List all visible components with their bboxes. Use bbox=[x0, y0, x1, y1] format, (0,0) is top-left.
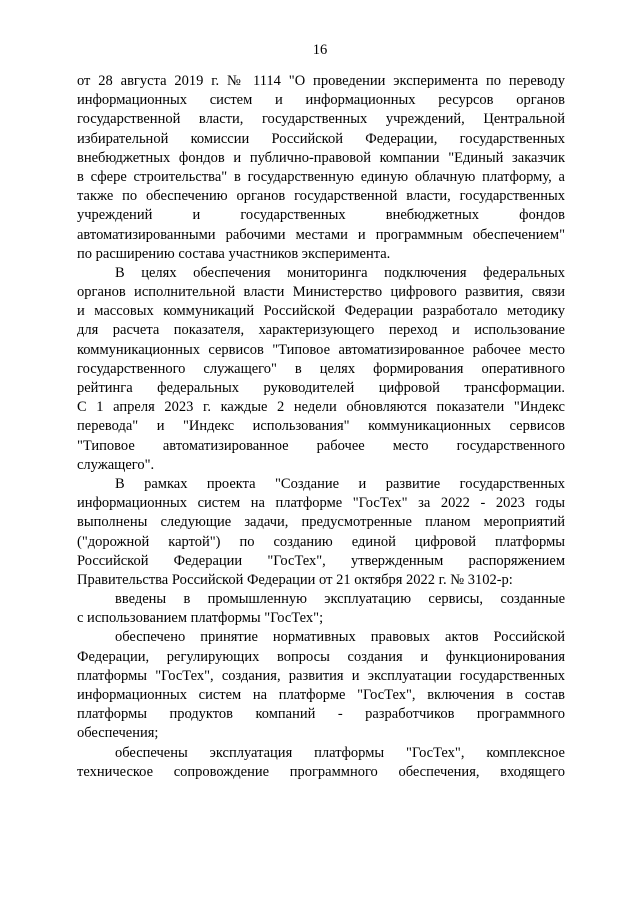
text-line: и массовых коммуникаций Российской Федерации разработало методику bbox=[77, 303, 565, 320]
text-line: "Типовое автоматизированное рабочее место государственного bbox=[77, 437, 565, 454]
text-line: Федерации, регулирующих вопросы создания и функционирования bbox=[77, 648, 565, 665]
text-line: обеспечены эксплуатация платформы "ГосТех", комплексное bbox=[115, 744, 565, 761]
text-line: с использованием платформы "ГосТех"; bbox=[77, 610, 324, 627]
text-line: платформы продуктов компаний - разработчиков программного bbox=[77, 706, 565, 723]
text-line: для расчета показателя, характеризующего переход и использование bbox=[77, 322, 565, 339]
text-line: также по обеспечению органов государственной власти, государственных bbox=[77, 188, 565, 205]
paragraph-2 bbox=[77, 264, 565, 475]
text-line: информационных систем и информационных ресурсов органов bbox=[77, 92, 565, 109]
text-line: техническое сопровождение программного обеспечения, входящего bbox=[77, 763, 565, 780]
text-line: от 28 августа 2019 г. № 1114 "О проведении эксперимента по переводу bbox=[77, 73, 565, 89]
text-line: автоматизированными рабочими местами и программным обеспечением" bbox=[77, 226, 565, 243]
text-line: государственной власти, государственных учреждений, Центральной bbox=[77, 111, 565, 128]
text-line: выполнены следующие задачи, предусмотренные планом мероприятий bbox=[77, 514, 565, 531]
text-line: Российской Федерации "ГосТех", утвержденным распоряжением bbox=[77, 552, 565, 569]
text-line: государственного служащего" в целях формирования оперативного bbox=[77, 360, 565, 377]
text-line: органов исполнительной власти Министерство цифрового развития, связи bbox=[77, 284, 565, 301]
text-line: в сфере строительства" в государственную единую облачную платформу, а bbox=[77, 168, 565, 185]
text-line: перевода" и "Индекс использования" коммуникационных сервисов bbox=[77, 418, 565, 435]
text-line: обеспечено принятие нормативных правовых актов Российской bbox=[115, 629, 565, 646]
text-line: С 1 апреля 2023 г. каждые 2 недели обновляются показатели "Индекс bbox=[77, 399, 565, 416]
text-line: внебюджетных фондов и публично-правовой компании "Единый заказчик bbox=[77, 149, 565, 166]
text-line: служащего". bbox=[77, 456, 155, 473]
text-line: по расширению состава участников эксперимента. bbox=[77, 245, 391, 262]
text-line: Правительства Российской Федерации от 21 октября 2022 г. № 3102-р: bbox=[77, 571, 513, 588]
text-line: информационных систем на платформе "ГосТех", включения в состав bbox=[77, 687, 565, 703]
paragraph-6 bbox=[77, 744, 565, 782]
text-line: В рамках проекта "Создание и развитие государственных bbox=[115, 475, 565, 492]
text-line: избирательной комиссии Российской Федерации, государственных bbox=[77, 130, 565, 147]
text-line: учреждений и государственных внебюджетных фондов bbox=[77, 207, 565, 224]
text-line: рейтинга федеральных руководителей цифровой трансформации. bbox=[77, 380, 565, 396]
page-number: 16 bbox=[312, 42, 328, 58]
text-line: обеспечения; bbox=[77, 725, 159, 742]
text-line: коммуникационных сервисов "Типовое автоматизированное рабочее место bbox=[77, 341, 565, 358]
text-line: введены в промышленную эксплуатацию сервисы, созданные bbox=[115, 591, 565, 608]
text-line: платформы "ГосТех", создания, развития и эксплуатации государственных bbox=[77, 667, 565, 684]
paragraph-1 bbox=[77, 72, 565, 264]
paragraph-3 bbox=[77, 475, 565, 590]
text-line: ("дорожной картой") по созданию единой цифровой платформы bbox=[77, 533, 565, 550]
paragraph-4 bbox=[77, 590, 565, 628]
text-line: информационных систем на платформе "ГосТех" за 2022 - 2023 годы bbox=[77, 495, 565, 512]
text-line: В целях обеспечения мониторинга подключения федеральных bbox=[115, 264, 565, 281]
paragraph-5 bbox=[77, 628, 565, 743]
document-body bbox=[77, 72, 565, 782]
